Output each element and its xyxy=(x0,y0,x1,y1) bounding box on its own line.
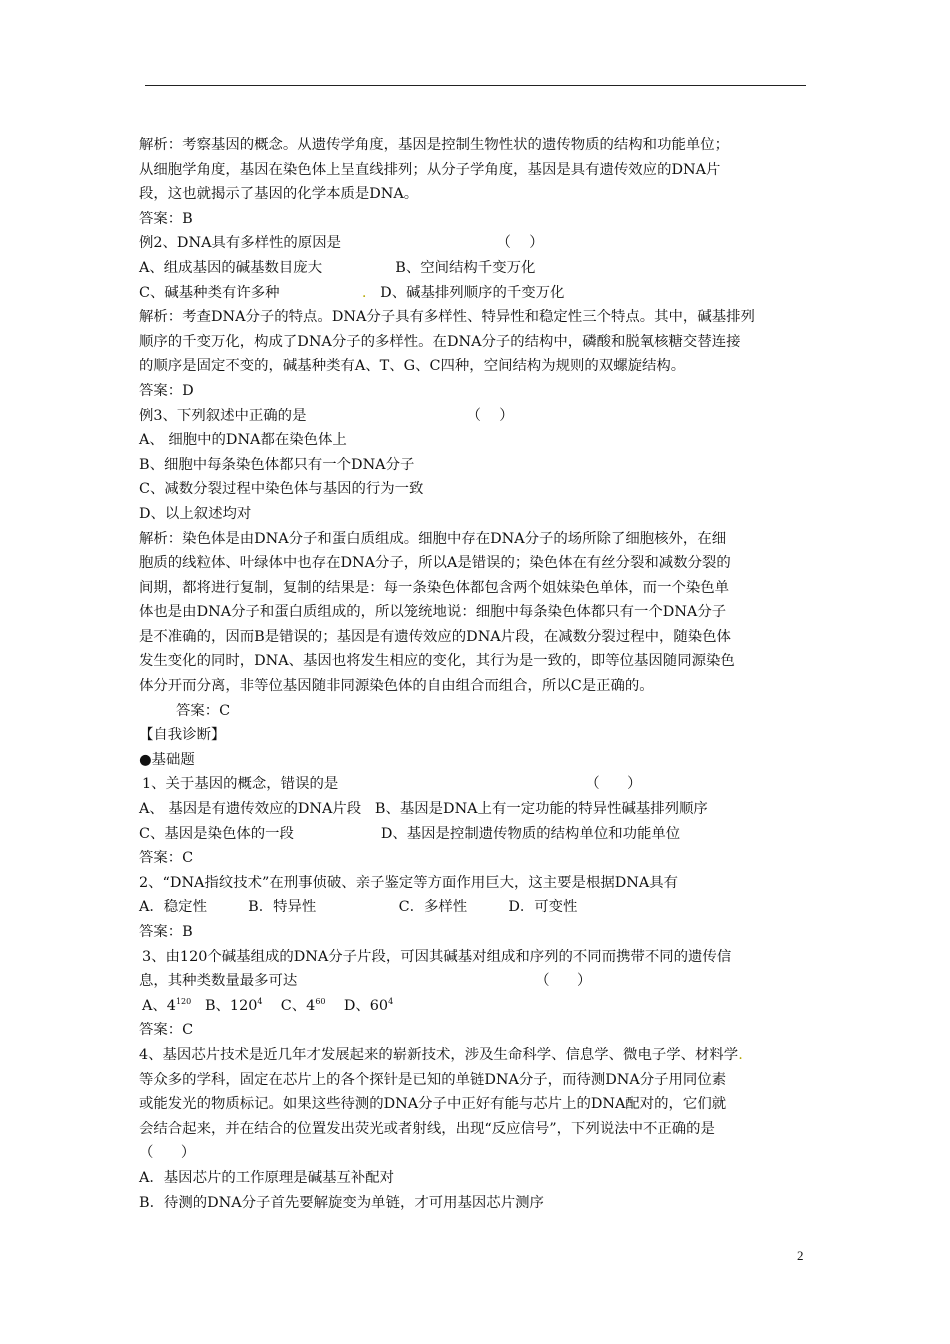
example-3-question: 例3、下列叙述中正确的是 （ ） xyxy=(139,407,514,424)
option-line: B．待测的DNA分子首先要解旋变为单链，才可用基因芯片测序 xyxy=(139,1194,544,1211)
question-4-text: 4、基因芯片技术是近几年才发展起来的崭新技术，涉及生命科学、信息学、微电子学、材料学 xyxy=(139,1046,739,1063)
analysis-line: 是不准确的，因而B是错误的；基因是有遗传效应的DNA片段，在减数分裂过程中，随染色体 xyxy=(139,628,731,645)
example-2-options-ab: A、组成基因的碱基数目庞大 B、空间结构千变万化 xyxy=(139,259,536,276)
option-b-exponent: 4 xyxy=(257,996,263,1006)
question-4-bracket: （ ） xyxy=(139,1145,196,1162)
analysis-line: 解析：考查DNA分子的特点。DNA分子具有多样性、特异性和稳定性三个特点。其中，碱基排列 xyxy=(139,309,755,326)
question-1: 1、关于基因的概念，错误的是 （ ） xyxy=(142,776,642,793)
option-line: D、以上叙述均对 xyxy=(139,505,252,522)
question-4-cont: 或能发光的物质标记。如果这些待测的DNA分子中正好有能与芯片上的DNA配对的，它们就 xyxy=(139,1096,727,1113)
section-heading: 【自我诊断】 xyxy=(139,727,226,744)
option-c-exponent: 60 xyxy=(315,996,326,1006)
question-3-cont: 息，其种类数量最多可达 （ ） xyxy=(139,973,592,990)
answer-line: 答案：C xyxy=(139,1022,194,1039)
answer-line: 答案：B xyxy=(139,924,193,940)
option-c: C、4 xyxy=(262,997,316,1014)
option-b: B、120 xyxy=(191,997,258,1014)
question-1-options-ab: A、 基因是有遗传效应的DNA片段 B、基因是DNA上有一定功能的特异性碱基排列顺序 xyxy=(139,801,708,818)
analysis-line: 胞质的线粒体、叶绿体中也存在DNA分子，所以A是错误的；染色体在有丝分裂和减数分裂的 xyxy=(139,555,731,572)
answer-line: 答案：C xyxy=(176,702,231,719)
analysis-line: 发生变化的同时，DNA、基因也将发生相应的变化，其行为是一致的，即等位基因随同源染色 xyxy=(139,653,735,670)
option-c: C、碱基种类有许多种 xyxy=(139,284,362,301)
answer-line: 答案：B xyxy=(139,210,193,227)
question-4 xyxy=(139,1043,815,1068)
question-4-cont: 等众多的学科，固定在芯片上的各个探针是已知的单链DNA分子，而待测DNA分子用同位素 xyxy=(139,1071,727,1088)
question-3-options xyxy=(139,994,815,1019)
analysis-line: 从细胞学角度，基因在染色体上呈直线排列；从分子学角度，基因是具有遗传效应的DNA片 xyxy=(139,161,721,178)
option-line: B、细胞中每条染色体都只有一个DNA分子 xyxy=(139,456,415,473)
option-d: D、碱基排列顺序的千变万化 xyxy=(366,284,565,301)
question-2: 2、“DNA指纹技术”在刑事侦破、亲子鉴定等方面作用巨大，这主要是根据DNA具有 xyxy=(139,874,679,891)
analysis-line: 的顺序是固定不变的，碱基种类有A、T、G、C四种，空间结构为规则的双螺旋结构。 xyxy=(139,358,686,375)
header-rule xyxy=(145,85,806,86)
option-line: A．基因芯片的工作原理是碱基互补配对 xyxy=(139,1169,395,1186)
option-line: A、 细胞中的DNA都在染色体上 xyxy=(139,432,347,449)
analysis-line: 段，这也就揭示了基因的化学本质是DNA。 xyxy=(139,186,419,203)
analysis-line: 解析：考察基因的概念。从遗传学角度，基因是控制生物性状的遗传物质的结构和功能单位； xyxy=(139,137,730,153)
option-d: D、60 xyxy=(325,997,389,1014)
example-2-options-cd xyxy=(139,281,815,306)
question-4-cont: 会结合起来，并在结合的位置发出荧光或者射线，出现“反应信号”，下列说法中不正确的是 xyxy=(139,1120,715,1137)
analysis-line: 体分开而分离，非等位基因随非同源染色体的自由组合而组合，所以C是正确的。 xyxy=(139,678,654,695)
analysis-line: 间期，都将进行复制，复制的结果是：每一条染色体都包含两个姐妹染色单体，而一个染色单 xyxy=(139,579,730,596)
document-body xyxy=(139,133,815,1215)
option-a-exponent: 120 xyxy=(175,996,192,1006)
analysis-line: 解析：染色体是由DNA分子和蛋白质组成。细胞中存在DNA分子的场所除了细胞核外，在细 xyxy=(139,530,727,547)
option-line: C、减数分裂过程中染色体与基因的行为一致 xyxy=(139,481,424,498)
subsection-heading: ●基础题 xyxy=(139,751,195,768)
question-1-options-cd: C、基因是染色体的一段 D、基因是控制遗传物质的结构单位和功能单位 xyxy=(139,825,681,842)
question-3: 3、由120个碱基组成的DNA分子片段，可因其碱基对组成和序列的不同而携带不同的遗传信 xyxy=(142,948,732,965)
stray-dot: . xyxy=(361,284,367,301)
analysis-line: 体也是由DNA分子和蛋白质组成的，所以笼统地说：细胞中每条染色体都只有一个DNA分子 xyxy=(139,604,727,621)
stray-dot: . xyxy=(738,1046,743,1063)
option-d-exponent: 4 xyxy=(388,996,394,1006)
answer-line: 答案：D xyxy=(139,382,194,399)
question-2-options: A．稳定性 B．特异性 C．多样性 D．可变性 xyxy=(139,899,578,916)
analysis-line: 顺序的千变万化，构成了DNA分子的多样性。在DNA分子的结构中，磷酸和脱氧核糖交替连接 xyxy=(139,333,741,350)
example-2-question: 例2、DNA具有多样性的原因是 （ ） xyxy=(139,235,544,252)
option-a: A、4 xyxy=(142,997,176,1014)
answer-line: 答案：C xyxy=(139,850,194,867)
page-number: 2 xyxy=(797,1248,804,1263)
